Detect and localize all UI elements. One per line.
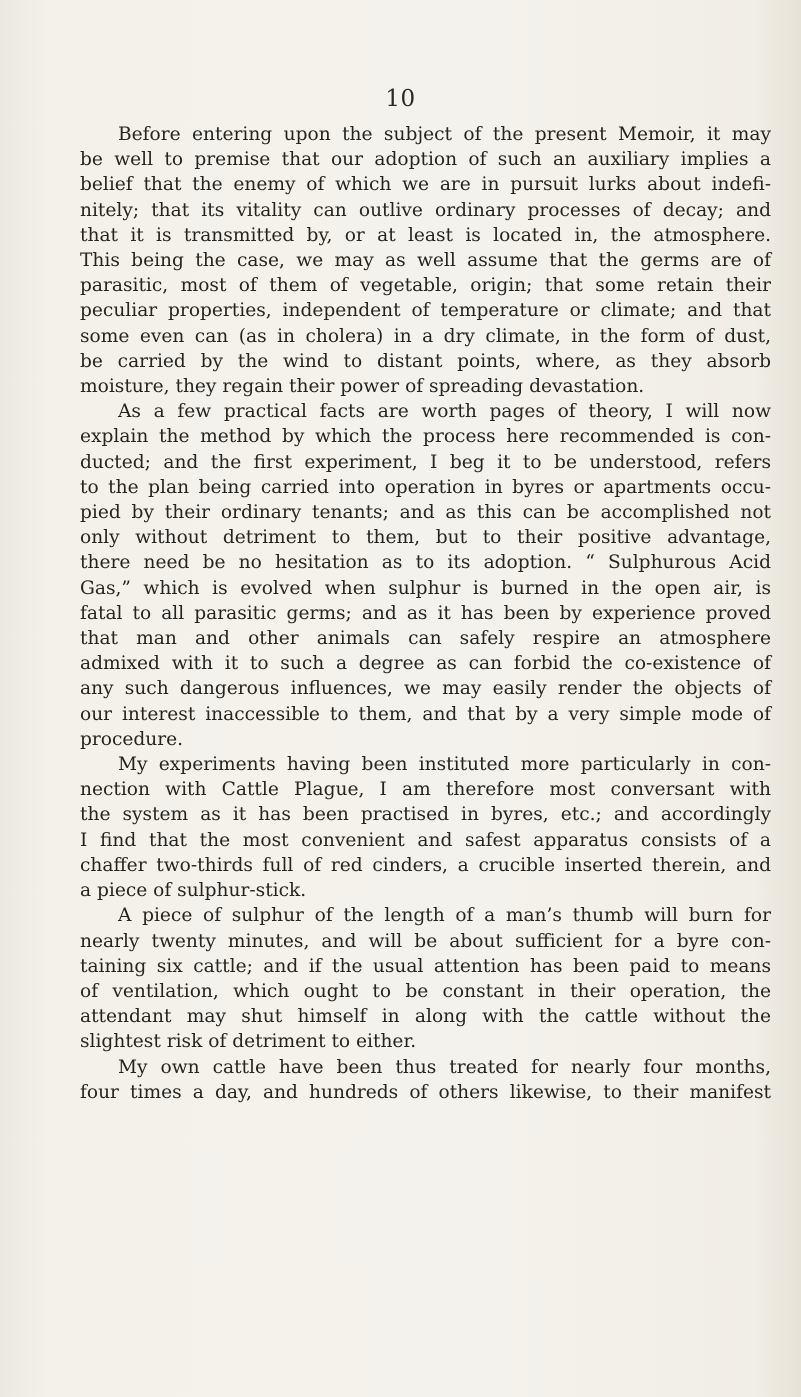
text-line: belief that the enemy of which we are in pursuit lurks about indefi-	[80, 174, 771, 196]
text-line: there need be no hesitation as to its adoption. “ Sulphurous Acid	[80, 552, 771, 574]
text-line: As a few practical facts are worth pages of theory, I will now	[118, 401, 771, 423]
text-line: This being the case, we may as well assume that the germs are of	[80, 250, 771, 272]
text-line: peculiar properties, independent of temperature or climate; and that	[80, 300, 771, 322]
text-line: My own cattle have been thus treated for nearly four months,	[118, 1056, 771, 1078]
text-line: I find that the most convenient and safest apparatus consists of a	[80, 829, 771, 851]
paragraph	[80, 122, 771, 399]
text-line: attendant may shut himself in along with the cattle without the	[80, 1006, 771, 1028]
text-line: four times a day, and hundreds of others likewise, to their manifest	[80, 1081, 771, 1103]
text-line: that it is transmitted by, or at least is located in, the atmosphere.	[80, 224, 771, 246]
text-line: nitely; that its vitality can outlive ordinary processes of decay; and	[80, 199, 771, 221]
text-line: chaffer two-thirds full of red cinders, a crucible inserted therein, and	[80, 854, 771, 876]
text-line: admixed with it to such a degree as can forbid the co-existence of	[80, 653, 771, 675]
text-line: some even can (as in cholera) in a dry climate, in the form of dust,	[80, 325, 771, 347]
text-line: nection with Cattle Plague, I am therefore most conversant with	[80, 779, 771, 801]
text-line: moisture, they regain their power of spreading devastation.	[80, 376, 645, 398]
text-line: ducted; and the first experiment, I beg it to be understood, refers	[80, 451, 771, 473]
text-line: A piece of sulphur of the length of a man’s thumb will burn for	[118, 905, 771, 927]
text-line: the system as it has been practised in byres, etc.; and accordingly	[80, 804, 771, 826]
text-line: slightest risk of detriment to either.	[80, 1031, 417, 1053]
page-number: 10	[385, 86, 416, 112]
body-text	[80, 122, 771, 1105]
text-line: Gas,” which is evolved when sulphur is burned in the open air, is	[80, 577, 771, 599]
text-line: fatal to all parasitic germs; and as it has been by experience proved	[80, 602, 771, 624]
text-line: be well to premise that our adoption of such an auxiliary implies a	[80, 149, 771, 171]
text-line: of ventilation, which ought to be constant in their operation, the	[80, 980, 771, 1002]
text-line: to the plan being carried into operation in byres or apartments occu-	[80, 476, 771, 498]
text-line: that man and other animals can safely respire an atmosphere	[80, 628, 771, 650]
text-line: taining six cattle; and if the usual attention has been paid to means	[80, 955, 771, 977]
text-line: explain the method by which the process here recommended is con-	[80, 426, 771, 448]
text-line: our interest inaccessible to them, and that by a very simple mode of	[80, 703, 771, 725]
paragraph	[80, 399, 771, 752]
text-line: procedure.	[80, 728, 184, 750]
text-line: a piece of sulphur-stick.	[80, 880, 307, 902]
text-line: pied by their ordinary tenants; and as this can be accomplished not	[80, 502, 771, 524]
paragraph	[80, 752, 771, 903]
text-line: any such dangerous influences, we may easily render the objects of	[80, 678, 771, 700]
text-line: be carried by the wind to distant points, where, as they absorb	[80, 350, 771, 372]
text-line: parasitic, most of them of vegetable, origin; that some retain their	[80, 275, 771, 297]
text-line: only without detriment to them, but to their positive advantage,	[80, 527, 771, 549]
paragraph	[80, 1055, 771, 1105]
text-line: Before entering upon the subject of the present Memoir, it may	[118, 124, 771, 145]
text-line: My experiments having been instituted more particularly in con-	[118, 754, 771, 776]
paragraph	[80, 903, 771, 1054]
text-line: nearly twenty minutes, and will be about sufficient for a byre con-	[80, 930, 771, 952]
